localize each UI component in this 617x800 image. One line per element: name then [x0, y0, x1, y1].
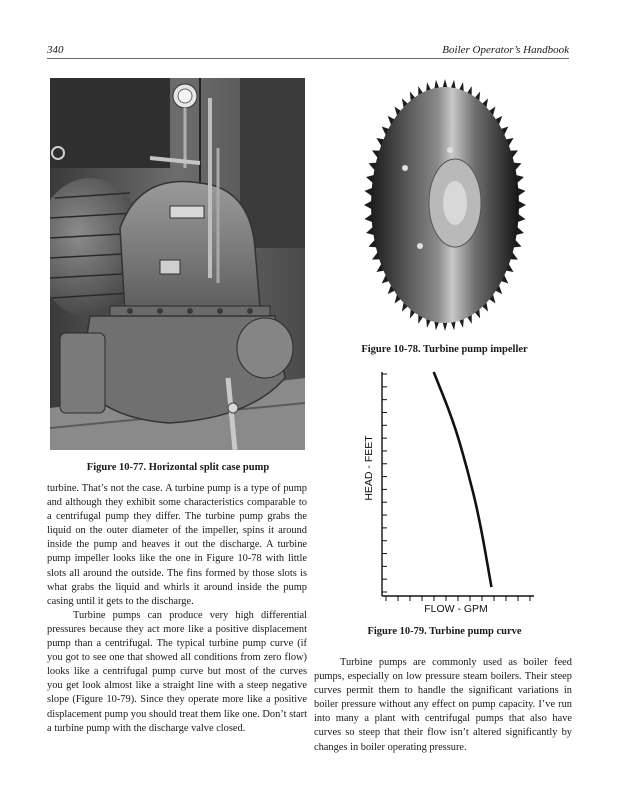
paragraph: Turbine pumps can produce very high differential pressures because they act more like a positive displacement pump than a centrifugal. The typical turbine pump curve (if you got to see one that showed all conditions from zero flow) looks like a centrifugal pump curve but most of the curves you get look almost like a straight line with a steep negative slope (Figure 10-79). Since they operate more like a positive displacement pump you should treat them like one. Don’t start a turbine pump with the discharge valve closed. [47, 609, 307, 734]
figure-10-77-caption: Figure 10-77. Horizontal split case pump [86, 462, 270, 473]
y-axis-label: HEAD - FEET [363, 435, 375, 501]
split-case-pump-photo [50, 78, 305, 450]
running-head-title: Boiler Operator’s Handbook [442, 44, 569, 56]
series-line [434, 372, 492, 587]
turbine-pump-curve-chart [356, 368, 536, 620]
figure-10-79-caption: Figure 10-79. Turbine pump curve [367, 626, 522, 637]
paragraph: Turbine pumps are commonly used as boiler feed pumps, especially on low pressure steam boilers. Their steep curves permit them to handle the significant variations in boiler pressure without any effect on pump capacity. I’ve run into many a plant with centrifugal pumps that also have curves so steep that their flow isn’t altered significantly by changes in boiler operating pressure. [314, 657, 572, 753]
figure-10-78-caption: Figure 10-78. Turbine pump impeller [361, 344, 528, 355]
right-column-text [314, 656, 572, 755]
page-number: 340 [47, 44, 64, 56]
header-rule [47, 58, 569, 59]
paragraph: turbine. That’s not the case. A turbine pump is a type of pump and although they exhibit some characteristics comparable to a centrifugal pump they differ. The turbine pump grabs the liquid on the outer diameter of the impeller, spins it around inside the pump and heaves it out the discharge. A turbine pump impeller looks like the one in Figure 10-78 with little slots all around the outside. The fins formed by those slots is what grabs the liquid and whirls it around inside the pump casing until it gets to the discharge. [47, 483, 307, 607]
turbine-impeller-image [360, 78, 530, 333]
left-column-text [47, 482, 307, 736]
x-axis-label: FLOW - GPM [424, 603, 488, 615]
